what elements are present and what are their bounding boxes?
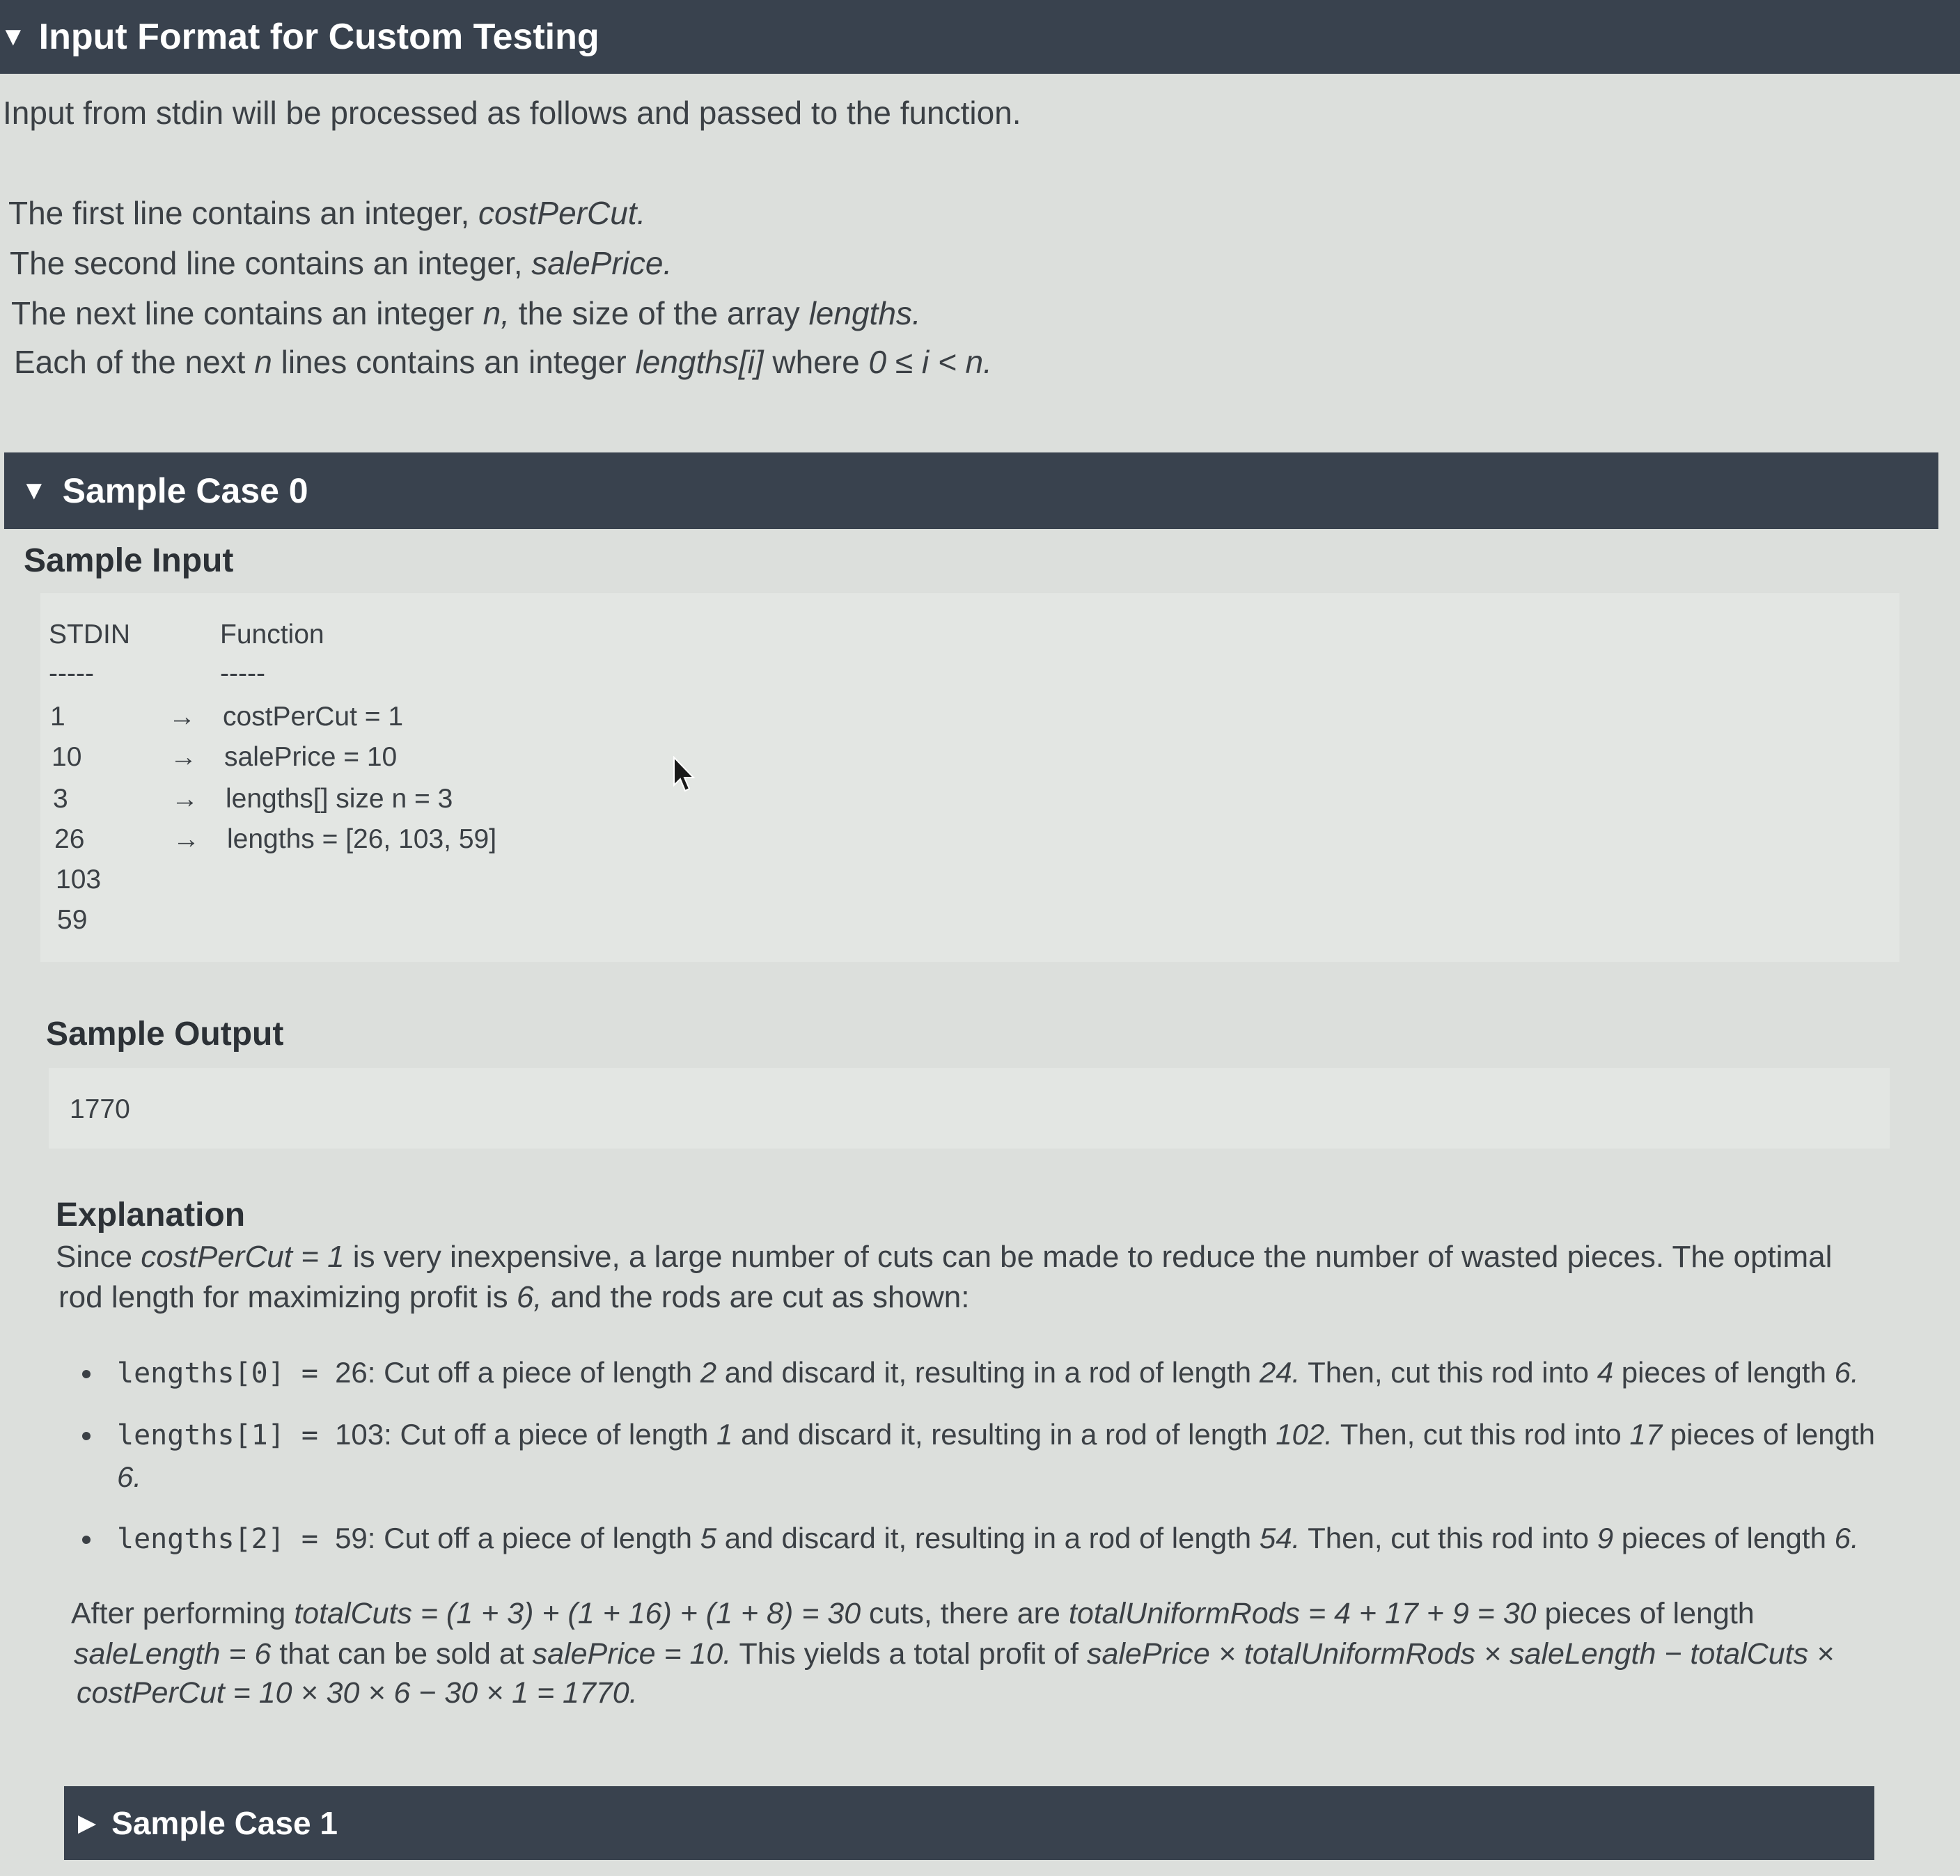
list-item: lengths[2] = 59: Cut off a piece of length 5 and discard it, resulting in a rod of length 54. Then, cut this rod into 9 pieces of length 6. — [77, 1518, 1866, 1560]
sample-case-title: Sample Case 1 — [111, 1805, 338, 1841]
sample-output-box — [49, 1068, 1890, 1149]
explanation-line-2: rod length for maximizing profit is 6, and the rods are cut as shown: — [58, 1280, 970, 1314]
arrow-icon: → — [171, 784, 198, 814]
sample-input-heading: Sample Input — [24, 542, 234, 579]
summary-line-1: After performing totalCuts = (1 + 3) + (1 + 16) + (1 + 8) = 30 cuts, there are totalUniformRods = 4 + 17 + 9 = 30 pieces of length — [71, 1597, 1755, 1630]
explanation-bullets — [77, 1352, 1876, 1579]
arrow-icon: → — [168, 702, 196, 732]
explanation-line-1: Since costPerCut = 1 is very inexpensive, a large number of cuts can be made to reduce the number of wasted pieces. The optimal — [56, 1240, 1833, 1274]
sample-output-heading: Sample Output — [46, 1016, 284, 1053]
arrow-icon: → — [170, 742, 197, 772]
stdin-value: 59 — [57, 905, 88, 935]
stdin-value: 3 — [53, 784, 68, 814]
summary-line-2: saleLength = 6 that can be sold at salePrice = 10. This yields a total profit of salePrice × totalUniformRods × saleLength − totalCuts × — [74, 1637, 1835, 1671]
stdin-value: 10 — [52, 742, 82, 772]
function-line: lengths[] size n = 3 — [226, 784, 453, 814]
function-line: lengths = [26, 103, 59] — [227, 824, 497, 854]
stdin-value: 103 — [56, 865, 102, 894]
function-separator: ----- — [220, 659, 265, 688]
stdin-value: 26 — [54, 824, 85, 854]
mouse-cursor-icon — [673, 756, 698, 794]
input-format-line-3: The next line contains an integer n, the size of the array lengths. — [11, 295, 921, 331]
function-line: costPerCut = 1 — [223, 702, 404, 732]
sample-case-title: Sample Case 0 — [62, 471, 308, 510]
sample-output-value: 1770 — [70, 1094, 130, 1124]
stdin-value: 1 — [50, 702, 65, 732]
stdin-separator: ----- — [49, 659, 94, 688]
list-item: lengths[1] = 103: Cut off a piece of length 1 and discard it, resulting in a rod of length 102. Then, cut this rod into 17 pieces of length 6. — [77, 1414, 1892, 1498]
summary-line-3: costPerCut = 10 × 30 × 6 − 30 × 1 = 1770. — [77, 1676, 638, 1710]
arrow-icon: → — [173, 824, 200, 854]
stdin-header: STDIN — [49, 620, 130, 649]
function-line: salePrice = 10 — [224, 742, 398, 772]
sample-input-box — [40, 593, 1899, 962]
input-format-header[interactable] — [0, 0, 1960, 74]
explanation-heading: Explanation — [56, 1197, 246, 1233]
function-header: Function — [220, 620, 324, 649]
collapse-triangle-icon: ▼ — [21, 475, 47, 505]
input-format-line-2: The second line contains an integer, salePrice. — [10, 245, 673, 281]
input-format-intro: Input from stdin will be processed as follows and passed to the function. — [3, 95, 1021, 131]
collapse-triangle-icon: ▼ — [0, 22, 26, 52]
section-title: Input Format for Custom Testing — [38, 17, 599, 57]
sample-case-1-header[interactable] — [64, 1786, 1874, 1860]
sample-case-0-header[interactable] — [4, 452, 1938, 529]
list-item: lengths[0] = 26: Cut off a piece of length 2 and discard it, resulting in a rod of length 24. Then, cut this rod into 4 pieces of length 6. — [77, 1352, 1866, 1394]
input-format-line-1: The first line contains an integer, costPerCut. — [8, 195, 646, 231]
expand-triangle-icon: ▶ — [78, 1810, 97, 1836]
input-format-line-4: Each of the next n lines contains an integer lengths[i] where 0 ≤ i < n. — [14, 344, 992, 380]
